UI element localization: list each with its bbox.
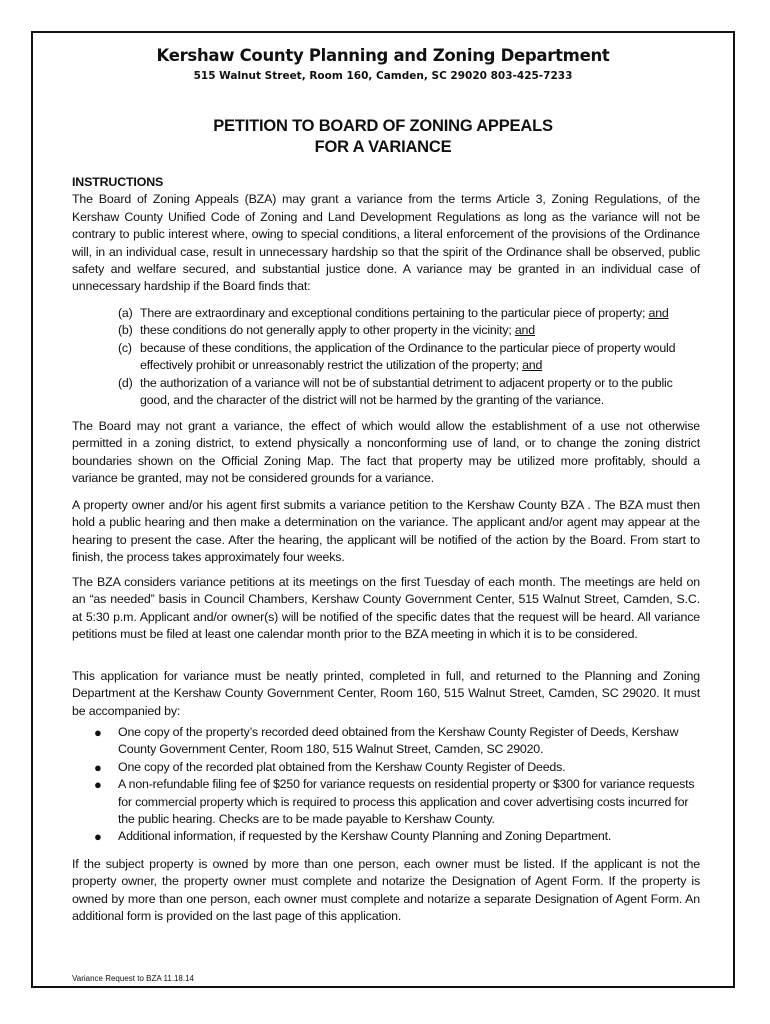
meeting-schedule-section: [72, 574, 700, 644]
bullet-icon: ●: [94, 829, 102, 845]
petition-process-section: [72, 497, 700, 567]
petition-process-paragraph: A property owner and/or his agent first submits a variance petition to the Kershaw County BZA . The BZA must then hold a public hearing and then make a determination on the variance. The applicant and/or agent may appear at the hearing to present the case. After the hearing, the applicant will be notified of the action by the Board. From start to finish, the process takes approximately four weeks.: [72, 498, 700, 565]
document-title-line2: FOR A VARIANCE: [314, 138, 452, 156]
bullet-icon: ●: [94, 777, 102, 793]
instructions-intro-section: [72, 174, 700, 296]
use-restriction-paragraph: The Board may not grant a variance, the effect of which would allow the establishment of a use not otherwise permitted in a zoning district, to extend physically a nonconforming use of land, or to change the zoning district boundaries shown on the Official Zoning Map. The fact that property may be utilized more profitably, should a variance be granted, may not be considered grounds for a variance.: [72, 419, 700, 486]
ownership-paragraph: If the subject property is owned by more than one person, each owner must be listed. If the applicant is not the property owner, the property owner must complete and notarize the Designation of Agent Form. If the property is owned by more than one person, each owner must complete and notarize a separate Designation of Agent Form. An additional form is provided on the last page of this application.: [72, 857, 700, 924]
requirement-item: [92, 828, 698, 845]
finding-conjunction: and: [514, 323, 535, 338]
requirement-text: One copy of the property’s recorded deed obtained from the Kershaw County Register of Deeds, Kershaw County Government Center, Room 180, 515 Walnut Street, Camden, SC 29020.: [118, 725, 679, 757]
requirement-item: [92, 724, 698, 759]
finding-text: There are extraordinary and exceptional conditions pertaining to the particular piece of property;: [140, 306, 649, 320]
requirement-item: [92, 759, 698, 776]
department-address: 515 Walnut Street, Room 160, Camden, SC 29020 803-425-7233: [193, 70, 573, 82]
meeting-schedule-paragraph: The BZA considers variance petitions at its meetings on the first Tuesday of each month. The meetings are held on an “as needed” basis in Council Chambers, Kershaw County Government Center, 515 Walnut Street, Camden, S.C. at 5:30 p.m. Applicant and/or owner(s) will be notified of the specific dates that the request will be heard. All variance petitions must be filed at least one calendar month prior to the BZA meeting in which it is to be considered.: [72, 575, 700, 642]
requirement-text: A non-refundable filing fee of $250 for variance requests on residential property or $300 for variance requests for commercial property which is required to process this application and cover advertising costs incurred for the public hearing. Checks are to be made payable to Kershaw County.: [118, 777, 695, 827]
bullet-icon: ●: [94, 759, 102, 775]
requirement-item: [92, 776, 698, 828]
bullet-icon: ●: [94, 725, 102, 740]
submission-section: [72, 668, 700, 720]
requirement-text: One copy of the recorded plat obtained from the Kershaw County Register of Deeds.: [118, 759, 566, 774]
finding-text: the authorization of a variance will not be of substantial detriment to adjacent property or to the public good, and the character of the district will not be harmed by the granting of the variance.: [140, 375, 673, 408]
finding-conjunction: and: [522, 358, 543, 373]
finding-conjunction: and: [648, 306, 669, 320]
finding-mark: (c): [118, 340, 132, 355]
instructions-intro-paragraph: The Board of Zoning Appeals (BZA) may grant a variance from the terms Article 3, Zoning Regulations, of the Kershaw County Unified Code of Zoning and Land Development Regulations as long as the variance will not be contrary to public interest where, owing to special conditions, a literal enforcement of the provisions of the Ordinance will, in an individual case, result in unnecessary hardship so that the spirit of the Ordinance shall be observed, public safety and welfare secured, and substantial justice done. A variance may be granted in an individual case of unnecessary hardship if the Board finds that:: [72, 192, 700, 294]
requirement-text: Additional information, if requested by the Kershaw County Planning and Zoning Department.: [118, 829, 612, 844]
ownership-section: [72, 856, 700, 926]
use-restriction-section: [72, 418, 700, 488]
document-title: [31, 116, 735, 158]
document-title-line1: PETITION TO BOARD OF ZONING APPEALS: [213, 117, 553, 135]
finding-mark: (b): [118, 323, 133, 338]
submission-paragraph: This application for variance must be neatly printed, completed in full, and returned to the Planning and Zoning Department at the Kershaw County Government Center, Room 160, 515 Walnut Street, Camden, SC 29020. It must be accompanied by:: [72, 669, 700, 718]
finding-item: [118, 340, 698, 375]
finding-mark: (d): [118, 375, 133, 390]
finding-text: these conditions do not generally apply to other property in the vicinity;: [140, 323, 515, 338]
finding-mark: (a): [118, 306, 133, 320]
instructions-heading: INSTRUCTIONS: [72, 175, 164, 189]
finding-item: [118, 322, 698, 339]
requirements-list: [92, 724, 698, 846]
findings-list: [118, 305, 698, 409]
finding-item: [118, 305, 698, 322]
finding-item: [118, 375, 698, 410]
department-title: Kershaw County Planning and Zoning Department: [156, 46, 610, 65]
finding-text: because of these conditions, the application of the Ordinance to the particular piece of property would effectively prohibit or unreasonably restrict the utilization of the property;: [140, 340, 676, 373]
footer-revision-note: Variance Request to BZA 11.18.14: [72, 974, 195, 983]
